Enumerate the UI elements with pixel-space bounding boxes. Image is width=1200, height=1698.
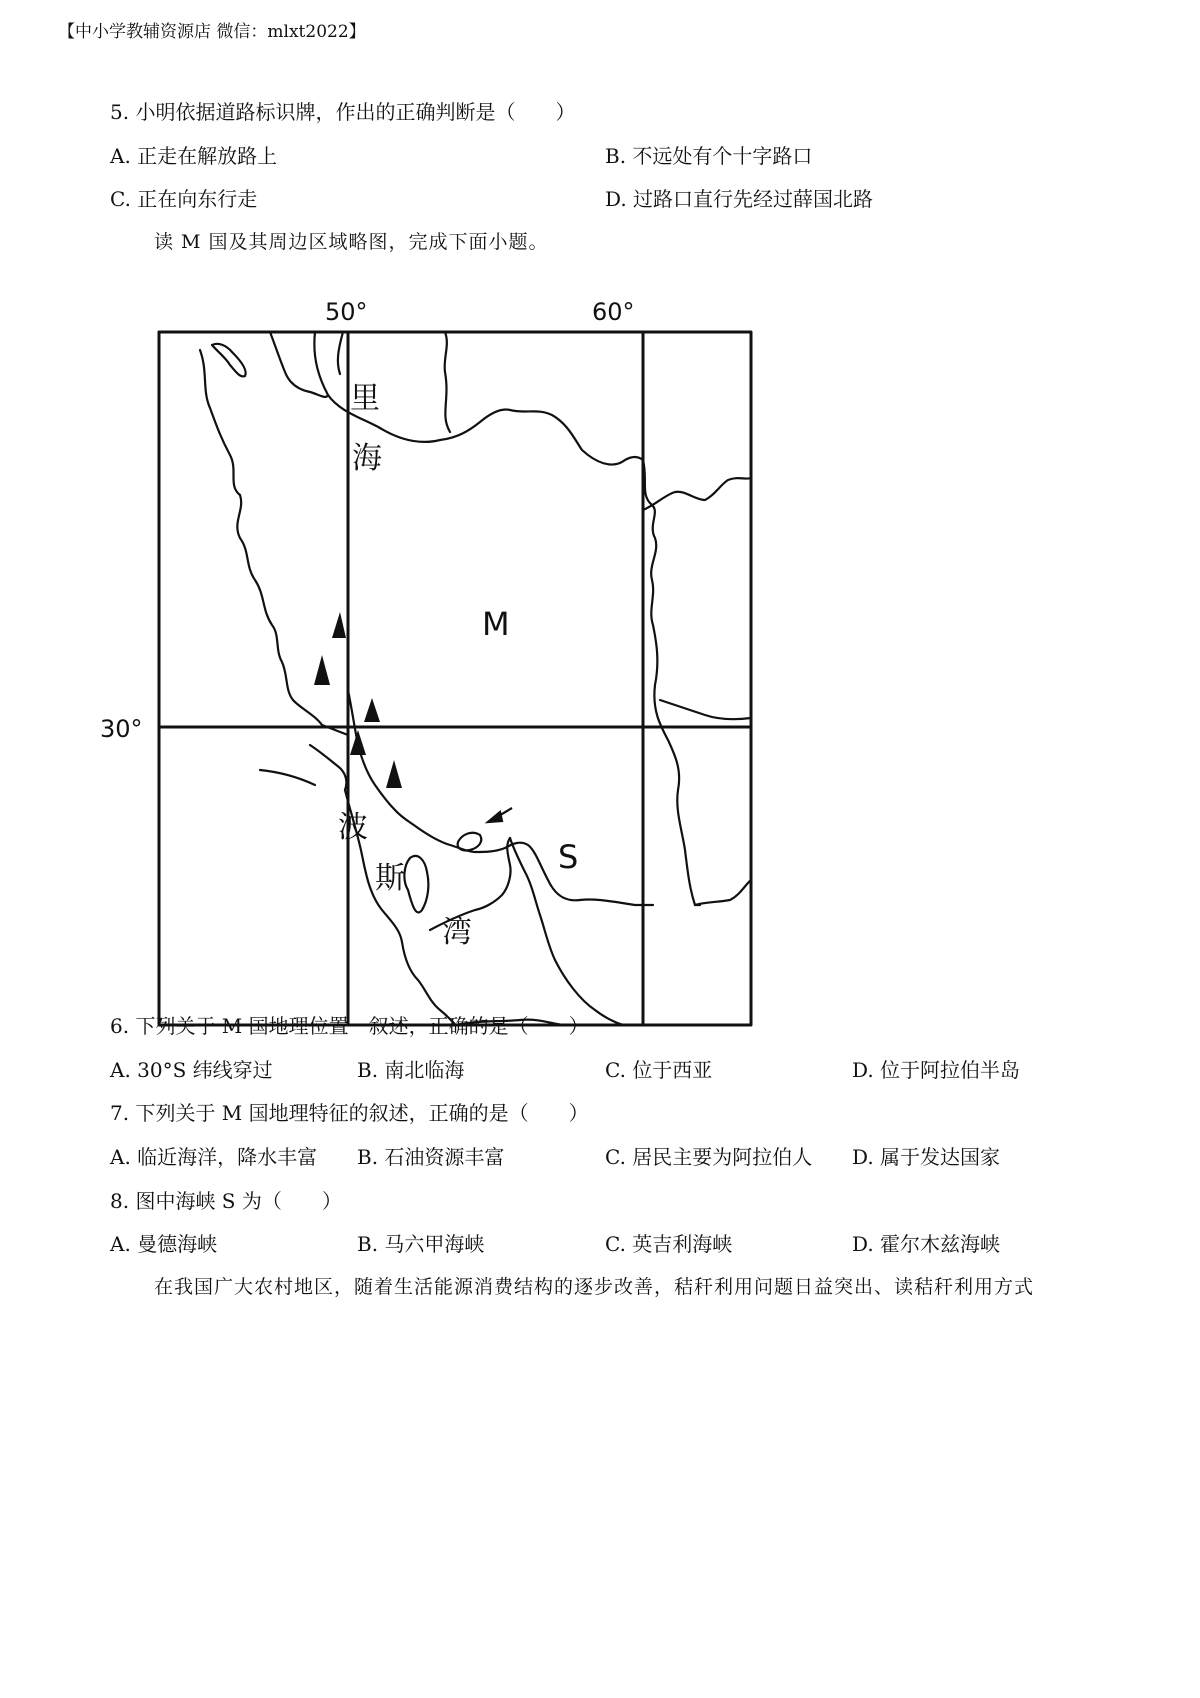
- oil-field-marker: [332, 612, 346, 638]
- afghan-border: [643, 478, 751, 510]
- question-8-stem: 8. 图中海峡 S 为（ ）: [110, 1189, 342, 1213]
- caspian-east-shore: [445, 332, 450, 432]
- west-border: [237, 495, 348, 735]
- kuwait-border: [260, 770, 315, 785]
- caspian-label-2: 海: [352, 441, 382, 476]
- longitude-50-label: 50°: [325, 298, 368, 326]
- question-5-option-c[interactable]: C. 正在向东行走: [110, 187, 258, 211]
- question-6-option-d[interactable]: D. 位于阿拉伯半岛: [852, 1058, 1021, 1082]
- strait-s-label: S: [558, 838, 579, 876]
- oil-field-marker: [314, 655, 330, 685]
- latitude-30-label: 30°: [100, 715, 143, 743]
- question-7-option-d[interactable]: D. 属于发达国家: [852, 1145, 1001, 1169]
- northwest-border: [200, 350, 240, 495]
- oil-field-marker: [350, 730, 366, 755]
- question-8-option-d[interactable]: D. 霍尔木兹海峡: [852, 1232, 1001, 1256]
- caspian-west-shore: [338, 332, 343, 374]
- oil-field-markers: [314, 612, 402, 788]
- strait-arrow: [488, 808, 512, 822]
- question-5-stem: 5. 小明依据道路标识牌，作出的正确判断是（ ）: [110, 100, 576, 124]
- question-7-option-c[interactable]: C. 居民主要为阿拉伯人: [605, 1145, 813, 1169]
- next-passage-intro: 在我国广大农村地区，随着生活能源消费结构的逐步改善，秸秆利用问题日益突出、读秸秆利用方式: [154, 1276, 1035, 1298]
- kuwait-coast: [310, 745, 346, 790]
- question-6-option-c[interactable]: C. 位于西亚: [605, 1058, 713, 1082]
- longitude-60-label: 60°: [592, 298, 635, 326]
- pakistan-coast: [695, 880, 751, 905]
- question-6-option-a[interactable]: A. 30°S 纬线穿过: [110, 1058, 273, 1082]
- pakistan-border: [660, 700, 751, 719]
- gulf-label-2: 斯: [375, 861, 405, 896]
- oil-field-marker: [386, 760, 402, 788]
- page-header: 【中小学教辅资源店 微信：mlxt2022】: [58, 22, 366, 42]
- oil-field-marker: [364, 698, 380, 722]
- question-8-option-a[interactable]: A. 曼德海峡: [110, 1232, 218, 1256]
- question-8-option-b[interactable]: B. 马六甲海峡: [357, 1232, 485, 1256]
- gulf-label-3: 湾: [442, 915, 472, 950]
- map-intro-text: 读 M 国及其周边区域略图，完成下面小题。: [154, 231, 549, 253]
- qatar-peninsula: [404, 856, 428, 912]
- question-7-option-b[interactable]: B. 石油资源丰富: [357, 1145, 505, 1169]
- question-5-option-b[interactable]: B. 不远处有个十字路口: [605, 144, 813, 168]
- question-7-stem: 7. 下列关于 M 国地理特征的叙述，正确的是（ ）: [110, 1101, 589, 1125]
- caspian-label-1: 里: [350, 381, 380, 416]
- northwest-lake: [212, 344, 246, 377]
- country-m-label: M: [482, 605, 510, 643]
- question-5-option-a[interactable]: A. 正走在解放路上: [110, 144, 278, 168]
- question-6-stem: 6. 下列关于 M 国地理位置 叙述，正确的是（ ）: [110, 1014, 589, 1038]
- question-6-option-b[interactable]: B. 南北临海: [357, 1058, 465, 1082]
- question-7-option-a[interactable]: A. 临近海洋，降水丰富: [110, 1145, 318, 1169]
- caucasus-border: [270, 332, 328, 397]
- region-map: [100, 290, 760, 1030]
- gulf-label-1: 波: [338, 810, 368, 845]
- question-5-option-d[interactable]: D. 过路口直行先经过薛国北路: [605, 187, 874, 211]
- east-border: [643, 460, 700, 905]
- question-8-option-c[interactable]: C. 英吉利海峡: [605, 1232, 733, 1256]
